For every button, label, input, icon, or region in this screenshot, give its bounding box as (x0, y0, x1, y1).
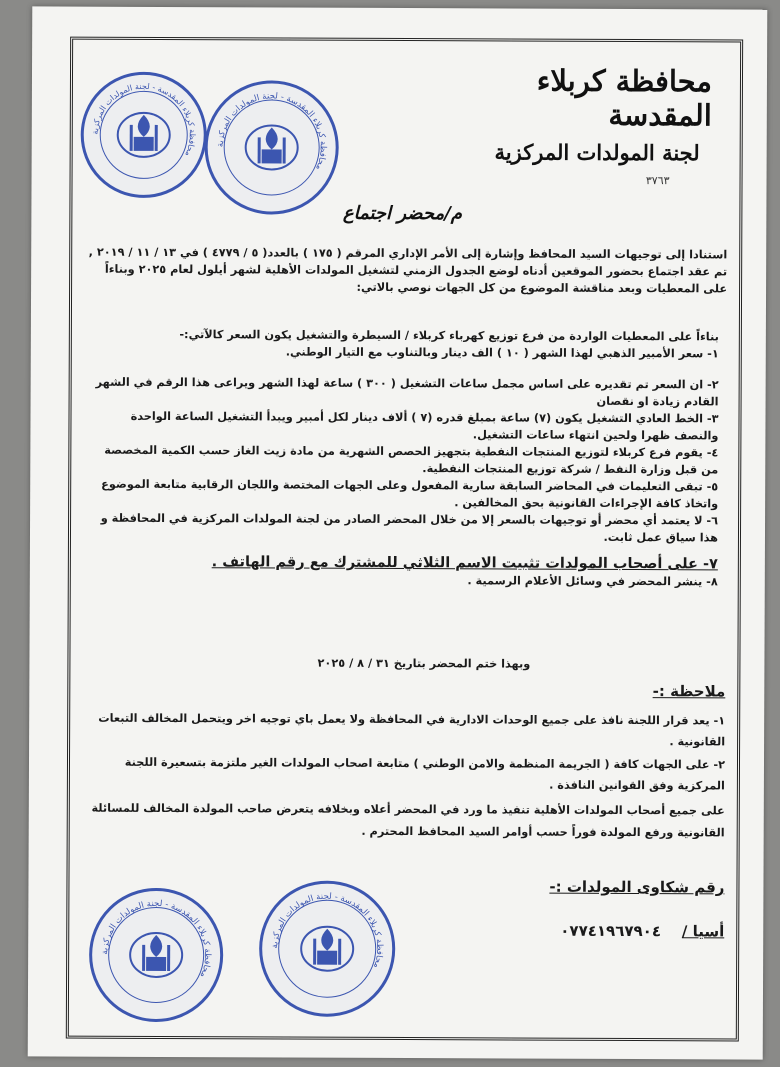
document-title: م/محضر اجتماع (342, 202, 462, 225)
list-item: ٣- الخط العادي التشغيل يكون (٧) ساعة بمبلغ قدره (٧ ) ألاف دينار لكل أمبير ويبدأ التشغيل الساعة الواحدة والنصف ظهرا ولحين انتهاء ساعات التشغيل. (130, 409, 719, 443)
shrine-emblem-icon (244, 119, 300, 175)
contact-name: أسيا / (681, 922, 725, 941)
official-stamp-bottom-center (259, 880, 396, 1017)
closing-date-line: وبهذا ختم المحضر بتاريخ ٣١ / ٨ / ٢٠٢٥ (317, 656, 531, 671)
list-item: ٤- يقوم فرع كربلاء لتوزيع المنتجات النفطية بتجهيز الحصص الشهرية من مادة زيت الغاز حسب الكمية المخصصة من قبل وزارة النفط / شركة توزيع المنتجات النفطية. (104, 443, 719, 477)
notes-section (80, 708, 726, 845)
notes-heading: ملاحظة :- (652, 682, 726, 701)
note-item: ١- يعد قرار اللجنة نافذ على جميع الوحدات الادارية في المحافظة ولا يعمل باي توجيه اخر ويتحمل المخالف التبعات القانونية . (98, 711, 726, 749)
intro-paragraph: استنادا إلى توجيهات السيد المحافظ وإشارة إلى الأمر الإداري المرقم ( ١٧٥ ) بالعدد( ٥ / ٤٧٧٩ ) في ١٣ / ١١ / ٢٠١٩ , تم عقد اجتماع بحضور الموقعين أدناه لوضع الجدول الزمني لتشغيل المولدات الأهلية لشهر أيلول لعام ٢٠٢٥ وبناءاً على المعطيات وبعد مناقشة الموضوع من كل الجهات نوصي بالاتي: (88, 245, 728, 296)
shrine-emblem-icon (299, 921, 355, 977)
shrine-emblem-icon (128, 927, 184, 983)
complaints-contact (560, 922, 724, 941)
shrine-emblem-icon (116, 107, 172, 163)
official-stamp-bottom-left (89, 888, 224, 1023)
complaints-label: رقم شكاوى المولدات :- (549, 877, 725, 897)
official-stamp-top-left (80, 72, 207, 199)
list-item: ٥- تبقى التعليمات في المحاضر السابقة سارية المفعول وعلى الجهات المختصة واللجان الرقابية متابعة الموضوع واتخاذ كافة الإجراءات القانونية بحق المخالفين . (101, 477, 719, 511)
governorate-header: محافظة كربلاء المقدسة (536, 63, 713, 133)
list-item: ٦- لا يعتمد أي محضر أو توجيهات بالسعر إلا من خلال المحضر الصادر من لجنة المولدات المركزية في المحافظة و هذا سياق عمل ثابت. (100, 511, 719, 545)
document-page (28, 6, 768, 1059)
document-border (66, 37, 743, 1042)
reference-number: ٣٧٦٣ (645, 174, 670, 188)
svg-text:محافظة كربلاء المقدسة - لجنة ا: محافظة كربلاء المقدسة - لجنة المولدات المركزية (90, 81, 197, 158)
note-item: ٢- على الجهات كافة ( الجريمة المنظمة والامن الوطني ) متابعة اصحاب المولدات الغير ملتزمة بتسعيرة اللجنة المركزية وفق القوانين النافذة . (124, 755, 726, 793)
svg-text:محافظة كربلاء المقدسة - لجنة ا: محافظة كربلاء المقدسة - لجنة المولدات المركزية (100, 898, 213, 979)
items-section (83, 326, 719, 591)
svg-text:محافظة كربلاء المقدسة - لجنة ا: محافظة كربلاء المقدسة - لجنة المولدات المركزية (270, 891, 385, 970)
list-item: ١- سعر الأمبير الذهبي لهذا الشهر ( ١٠ ) الف دينار وبالتناوب مع التيار الوطني. (285, 345, 719, 361)
based-on-line: بناءاً على المعطيات الواردة من فرع توزيع كهرباء كربلاء / السيطرة والتشغيل يكون السعر كالآتي:- (179, 328, 719, 344)
list-item: ٢- ان السعر تم تقديره على اساس مجمل ساعات التشغيل ( ٣٠٠ ) ساعة لهذا الشهر ويراعى هذا الرقم في الشهر القادم زيادة او نقصان (95, 375, 719, 409)
contact-phone: ٠٧٧٤١٩٦٧٩٠٤ (560, 921, 662, 941)
list-item: ٨- ينشر المحضر في وسائل الأعلام الرسمية . (467, 574, 718, 589)
committee-header: لجنة المولدات المركزية (494, 139, 700, 166)
final-note: على جميع أصحاب المولدات الأهلية تنفيذ ما ورد في المحضر أعلاه وبخلافه يتعرض صاحب المولدة المخالف للمسائلة القانونية ورفع المولدة فوراً حسب أوامر السيد المحافظ المحترم . (91, 801, 725, 840)
official-stamp-top-center (204, 80, 339, 215)
item7-text: ٧- على أصحاب المولدات تثبيت الاسم الثلاثي للمشترك مع رقم الهاتف . (211, 554, 718, 573)
svg-text:محافظة كربلاء المقدسة - لجنة ا: محافظة كربلاء المقدسة - لجنة المولدات المركزية (215, 91, 328, 172)
